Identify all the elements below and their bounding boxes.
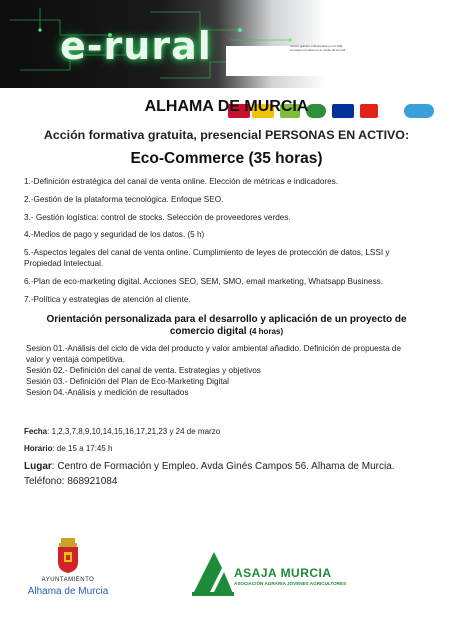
module-item: 1.-Definición estratégica del canal de venta online. Elección de métricas e indicadores. xyxy=(24,177,339,186)
module-item: 7.-Política y estrategias de atención al cliente. xyxy=(24,295,191,304)
time-label: Horario xyxy=(24,444,53,453)
asaja-logo xyxy=(188,548,358,600)
place-value: : Centro de Formación y Empleo. Avda Ginés Campos 56. Alhama de Murcia. xyxy=(51,461,395,472)
phone-label: Teléfono: xyxy=(24,476,65,487)
session-item: Sesion 04.-Análisis y medición de resultados xyxy=(26,388,189,397)
time-line xyxy=(24,444,113,453)
module-item: 2.-Gestión de la plataforma tecnológica. Enfoque SEO. xyxy=(24,195,224,204)
phone-value: 868921084 xyxy=(67,476,118,487)
e-rural-logo: e-rural xyxy=(60,24,212,68)
asaja-name: ASAJA MURCIA xyxy=(234,566,332,580)
ayuntamiento-logo xyxy=(18,536,118,606)
module-item: 6.-Plan de eco-marketing digital. Acciones SEO, SEM, SMO, email marketing, Whatsapp Business. xyxy=(24,277,384,286)
town-name: Alhama de Murcia xyxy=(27,586,109,597)
orientation-title: Orientación personalizada para el desarrollo y aplicación de un proyecto de xyxy=(46,314,407,325)
module-item: 3.- Gestión logística: control de stocks. Selección de proveedores verdes. xyxy=(24,213,291,222)
orientation-topic: comercio digital xyxy=(169,326,247,337)
phone-line xyxy=(24,476,117,487)
course-subtitle: Acción formativa gratuita, presencial PERSONAS EN ACTIVO: xyxy=(43,128,410,142)
session-item: Sesión 03.- Definición del Plan de Eco-Marketing Digital xyxy=(26,377,229,386)
course-title: Eco-Commerce (35 horas) xyxy=(130,150,323,167)
town-title: ALHAMA DE MURCIA xyxy=(144,98,309,115)
place-label: Lugar xyxy=(24,461,52,472)
orientation-hours: (4 horas) xyxy=(249,327,284,336)
orientation-subtitle xyxy=(0,326,453,337)
sponsor-caption: Acción gratuita cofinanciada por el FSE Consigue formarte en el medio de la rural xyxy=(290,44,346,52)
session-item: Sesión 02.- Definición del canal de venta. Estrategias y objetivos xyxy=(26,366,261,375)
module-item: 4.-Medios de pago y seguridad de los datos. (5 h) xyxy=(24,230,205,239)
place-line xyxy=(24,461,395,472)
session-item: valor y ventaja competitiva. xyxy=(26,355,125,364)
asaja-triangle-icon xyxy=(188,548,236,600)
module-item: Propiedad Intelectual. xyxy=(24,259,104,268)
date-label: Fecha xyxy=(24,427,48,436)
date-value: : 1,2,3,7,8,9,10,14,15,16,17,21,23 y 24 de marzo xyxy=(47,427,221,436)
ayuntamiento-label: AYUNTAMIENTO xyxy=(41,577,95,583)
time-value: : de 15 a 17:45 h xyxy=(52,444,113,453)
date-line xyxy=(24,427,220,436)
module-item: 5.-Aspectos legales del canal de venta online. Cumplimiento de leyes de protección de datos, LSSI y xyxy=(24,248,390,257)
asaja-subtitle: ASOCIACIÓN AGRARIA JÓVENES AGRICULTORES xyxy=(234,581,347,586)
session-item: Sesion 01.-Análisis del ciclo de vida del producto y valor ambiental añadido. Definición de propuesta de xyxy=(26,344,402,353)
coat-of-arms-icon xyxy=(56,538,80,574)
